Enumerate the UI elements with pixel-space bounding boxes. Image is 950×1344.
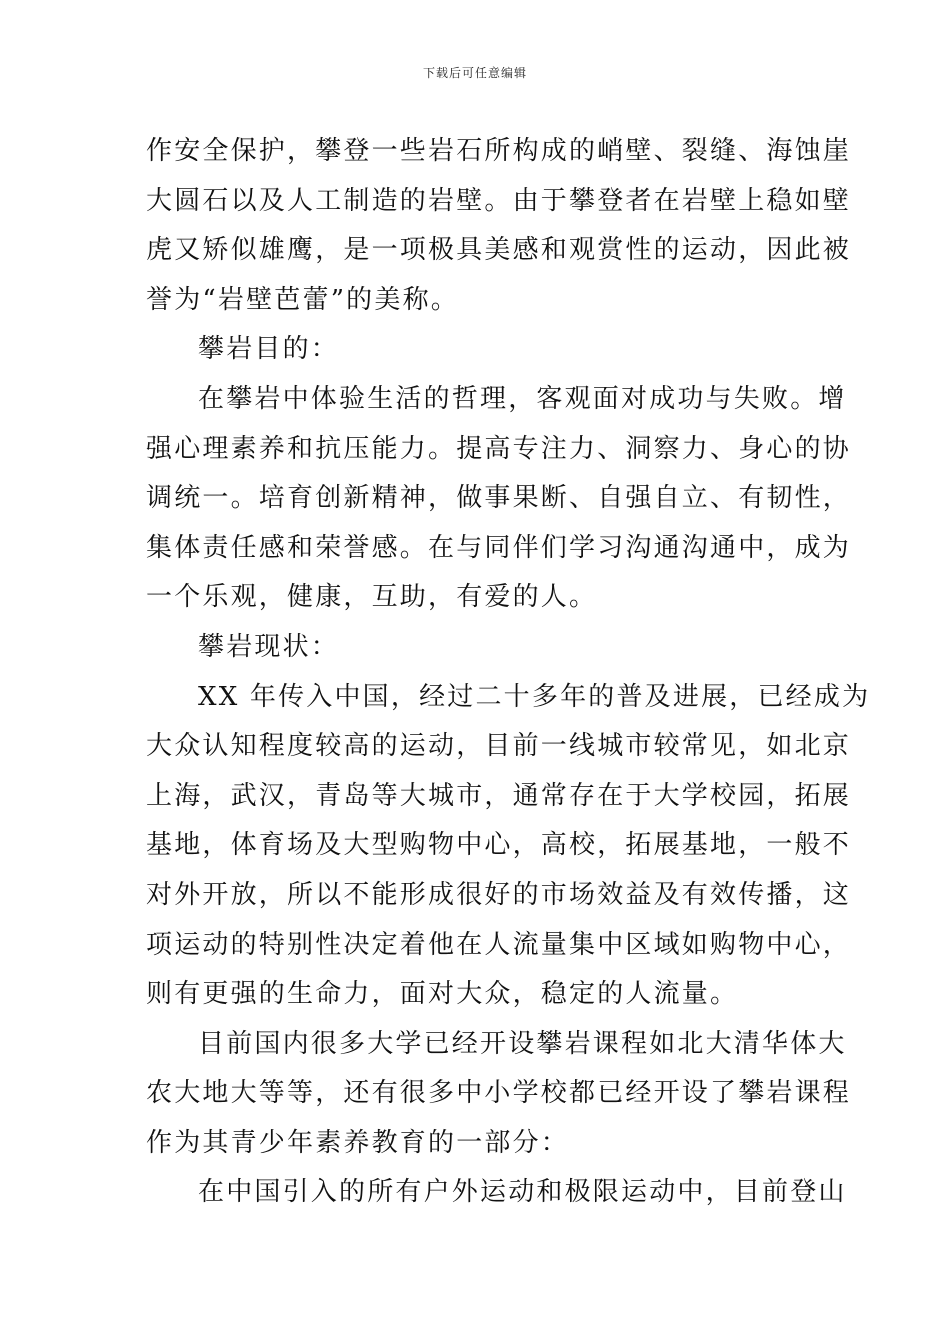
text-line: 对外开放，所以不能形成很好的市场效益及有效传播，这	[146, 879, 852, 910]
text-line: 在中国引入的所有户外运动和极限运动中，目前登山	[198, 1177, 847, 1208]
text-line: 基地，体育场及大型购物中心，高校，拓展基地，一般不	[146, 830, 852, 861]
text-line: 目前国内很多大学已经开设攀岩课程如北大清华体大	[198, 1028, 847, 1059]
text-line: 誉为“岩壁芭蕾”的美称。	[146, 284, 459, 315]
text-line: 作安全保护，攀登一些岩石所构成的峭壁、裂缝、海蚀崖	[146, 136, 852, 166]
page-header-note: 下载后可任意编辑	[422, 66, 527, 80]
text-line: 大圆石以及人工制造的岩壁。由于攀登者在岩壁上稳如壁	[146, 185, 852, 216]
text-line: 在攀岩中体验生活的哲理，客观面对成功与失败。增	[198, 383, 847, 414]
text-line: 农大地大等等，还有很多中小学校都已经开设了攀岩课程	[146, 1078, 852, 1109]
text-line: 大众认知程度较高的运动，目前一线城市较常见，如北京	[146, 731, 852, 762]
text-line: 上海，武汉，青岛等大城市，通常存在于大学校园，拓展	[146, 780, 852, 811]
text-line: 则有更强的生命力，面对大众，稳定的人流量。	[146, 979, 739, 1010]
text-line: 项运动的特别性决定着他在人流量集中区域如购物中心，	[146, 929, 852, 960]
document-body	[146, 127, 871, 1218]
text-line: 虎又矫似雄鹰，是一项极具美感和观赏性的运动，因此被	[146, 235, 852, 266]
text-line: 作为其青少年素养教育的一部分：	[146, 1127, 570, 1158]
text-line: 强心理素养和抗压能力。提高专注力、洞察力、身心的协	[146, 433, 852, 464]
section-heading-status: 攀岩现状：	[198, 631, 340, 662]
text-line: 调统一。培育创新精神，做事果断、自强自立、有韧性，	[146, 483, 852, 514]
text-line: 集体责任感和荣誉感。在与同伴们学习沟通沟通中，成为	[146, 532, 852, 563]
text-line: 一个乐观，健康，互助，有爱的人。	[146, 582, 598, 613]
text-line: XX 年传入中国，经过二十多年的普及进展，已经成为	[198, 681, 871, 712]
section-heading-purpose: 攀岩目的：	[198, 334, 340, 365]
